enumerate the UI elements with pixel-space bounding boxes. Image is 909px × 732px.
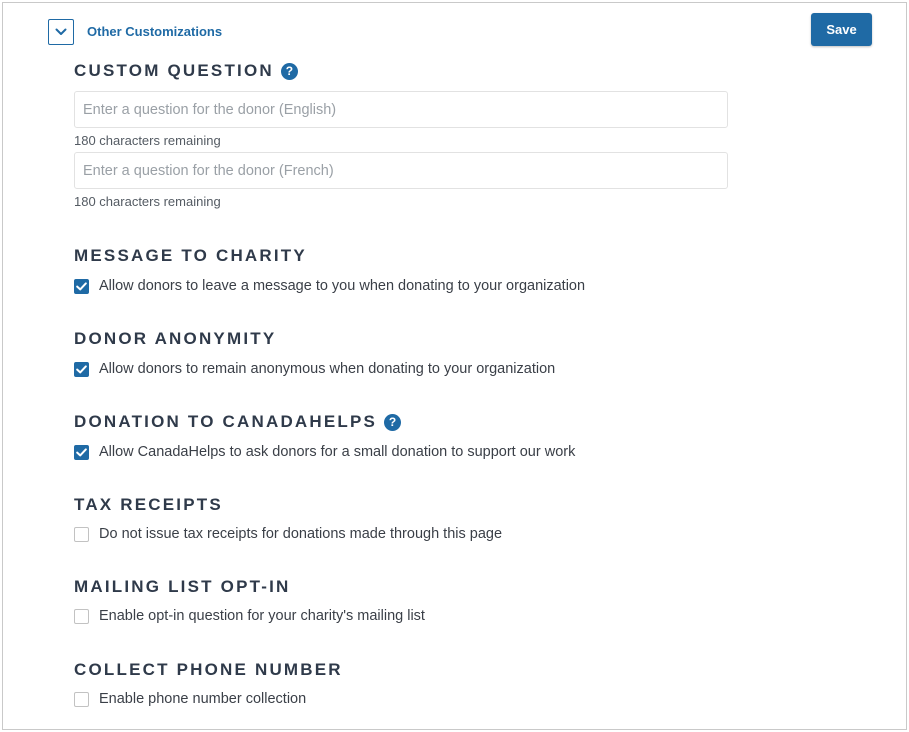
- donation-to-canadahelps-label: Allow CanadaHelps to ask donors for a small donation to support our work: [99, 444, 576, 460]
- collect-phone-number-heading: COLLECT PHONE NUMBER: [74, 660, 343, 679]
- mailing-list-opt-in-heading: MAILING LIST OPT-IN: [74, 577, 291, 596]
- save-button[interactable]: Save: [811, 13, 872, 46]
- tax-receipts-heading: TAX RECEIPTS: [74, 495, 223, 514]
- donation-to-canadahelps-heading: [74, 412, 401, 432]
- collect-phone-number-label: Enable phone number collection: [99, 691, 307, 707]
- message-to-charity-heading: MESSAGE TO CHARITY: [74, 246, 307, 265]
- donor-anonymity-heading: DONOR ANONYMITY: [74, 329, 277, 348]
- french-characters-remaining: 180 characters remaining: [74, 194, 221, 209]
- check-icon: [76, 365, 87, 374]
- collect-phone-number-option[interactable]: [74, 691, 306, 707]
- collapse-toggle-button[interactable]: [48, 19, 74, 45]
- custom-question-heading: [74, 61, 298, 81]
- message-to-charity-label: Allow donors to leave a message to you when donating to your organization: [99, 278, 586, 294]
- mailing-list-opt-in-label: Enable opt-in question for your charity's mailing list: [99, 608, 425, 624]
- settings-panel: [2, 2, 907, 730]
- donor-anonymity-option[interactable]: [74, 361, 555, 377]
- custom-question-title: CUSTOM QUESTION: [74, 61, 274, 80]
- custom-question-english-input[interactable]: [74, 91, 728, 128]
- message-to-charity-checkbox[interactable]: [74, 279, 89, 294]
- mailing-list-opt-in-checkbox[interactable]: [74, 609, 89, 624]
- tax-receipts-option[interactable]: [74, 526, 502, 542]
- mailing-list-opt-in-option[interactable]: [74, 608, 425, 624]
- english-characters-remaining: 180 characters remaining: [74, 133, 221, 148]
- collect-phone-number-checkbox[interactable]: [74, 692, 89, 707]
- custom-question-french-input[interactable]: [74, 152, 728, 189]
- message-to-charity-option[interactable]: [74, 278, 585, 294]
- help-icon[interactable]: ?: [384, 414, 401, 431]
- section-toggle-label[interactable]: Other Customizations: [87, 24, 223, 39]
- tax-receipts-label: Do not issue tax receipts for donations made through this page: [99, 526, 503, 542]
- donation-to-canadahelps-option[interactable]: [74, 444, 575, 460]
- chevron-down-icon: [55, 28, 67, 36]
- tax-receipts-checkbox[interactable]: [74, 527, 89, 542]
- donor-anonymity-label: Allow donors to remain anonymous when donating to your organization: [99, 361, 556, 377]
- check-icon: [76, 282, 87, 291]
- help-icon[interactable]: ?: [281, 63, 298, 80]
- check-icon: [76, 448, 87, 457]
- donation-to-canadahelps-checkbox[interactable]: [74, 445, 89, 460]
- donor-anonymity-checkbox[interactable]: [74, 362, 89, 377]
- donation-to-canadahelps-title: DONATION TO CANADAHELPS: [74, 412, 378, 431]
